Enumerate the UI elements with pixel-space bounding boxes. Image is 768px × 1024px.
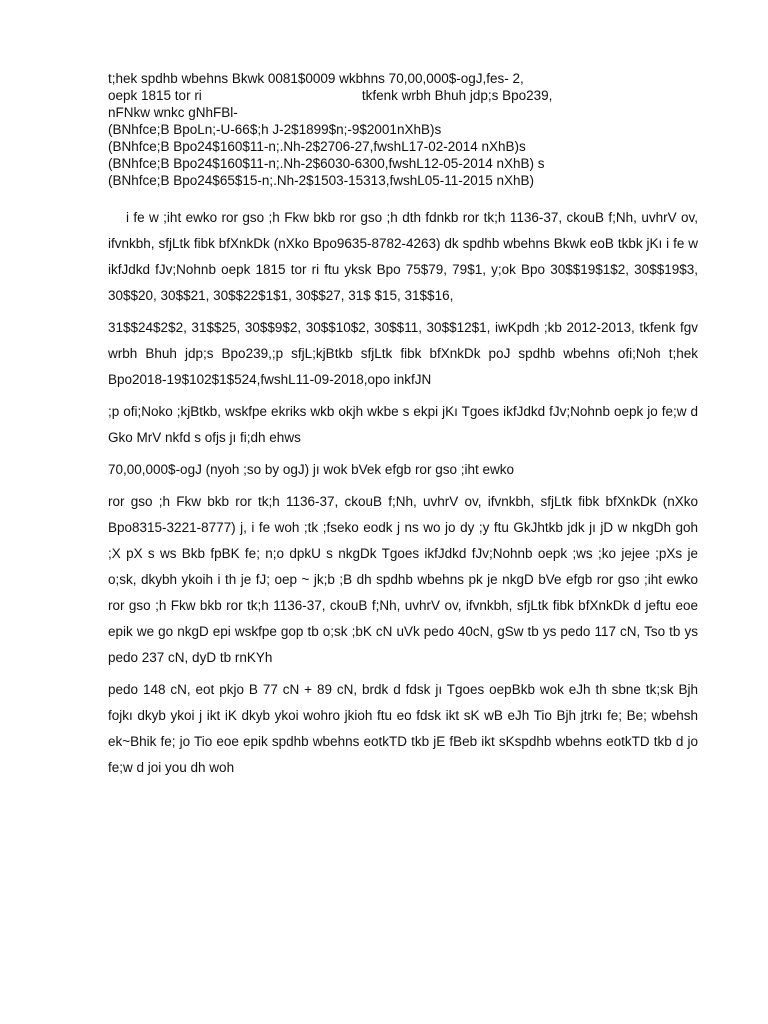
header-line-7: (BNhfce;B Bpo24$65$15-n;.Nh-2$1503-15313,fwshL05-11-2015 nXhB) bbox=[108, 173, 535, 188]
body-paragraph-3: ;p ofi;Noko ;kjBtkb, wskfpe ekriks wkb okjh wkbe s ekpi jKı Tgoes ikfJdkd fJv;Nohnb oepk jo fe;w d Gko MrV nkfd s ofjs jı fi;dh ehws bbox=[108, 404, 698, 445]
body-paragraph-1: i fe w ;iht ewko ror gso ;h Fkw bkb ror gso ;h dth fdnkb ror tk;h 1136-37, ckouB f;Nh, uvhrV ov, ifvnkbh, sfjLtk fibk bfXnkDk (nXko Bpo9635-8782-4263) dk spdhb wbehns Bkwk eoB tkbk jKı i fe w ikfJdkd fJv;Nohnb oepk 1815 tor ri ftu yksk Bpo 75$79, 79$1, y;ok Bpo 30$$19$1$2, 30$$19$3, 30$$20, 30$$21, 30$$22$1$1, 30$$27, 31$ $15, 31$$16, bbox=[108, 210, 698, 303]
header-line-6: (BNhfce;B Bpo24$160$11-n;.Nh-2$6030-6300,fwshL12-05-2014 nXhB) s bbox=[108, 156, 545, 171]
header-line-4: (BNhfce;B BpoLn;-U-66$;h J-2$1899$n;-9$2001nXhB)s bbox=[108, 122, 442, 137]
body-paragraph-5: ror gso ;h Fkw bkb ror tk;h 1136-37, ckouB f;Nh, uvhrV ov, ifvnkbh, sfjLtk fibk bfXnkDk (nXko Bpo8315-3221-8777) j, i fe woh ;tk ;fseko eodk j ns wo jo dy ;y ftu GkJhtkb jdk jı jD w nkgDh goh ;X pX s ws Bkb fpBK fe; n;o dpkU s nkgDk Tgoes ikfJdkd fJv;Nohnb oepk ;ws ;ko jejee ;pXs je o;sk, dkybh ykoih i th je fJ; oep ~ jk;b ;B dh spdhb wbehns pk je nkgD bVe efgb ror gso ;iht ewko ror gso ;h Fkw bkb ror tk;h 1136-37, ckouB f;Nh, uvhrV ov, ifvnkbh, sfjLtk fibk bfXnkDk d jeftu eoe epik we go nkgD epi wskfpe gop tb o;sk ;bK cN uVk pedo 40cN, gSw tb ys pedo 117 cN, Tso tb ys pedo 237 cN, dyD tb rnKYh bbox=[108, 494, 698, 665]
document-body bbox=[108, 205, 698, 787]
header-line-2-left: oepk 1815 tor ri bbox=[108, 88, 202, 103]
header-line-2 bbox=[108, 87, 668, 104]
header-line-2-right: tkfenk wrbh Bhuh jdp;s Bpo239, bbox=[361, 88, 553, 103]
document-header bbox=[108, 70, 668, 189]
header-line-5: (BNhfce;B Bpo24$160$11-n;.Nh-2$2706-27,fwshL17-02-2014 nXhB)s bbox=[108, 139, 526, 154]
body-paragraph-4: 70,00,000$-ogJ (nyoh ;so by ogJ) jı wok bVek efgb ror gso ;iht ewko bbox=[108, 462, 514, 477]
body-paragraph-6: pedo 148 cN, eot pkjo B 77 cN + 89 cN, brdk d fdsk jı Tgoes oepBkb wok eJh th sbne tk;sk Bjh fojkı dkyb ykoi j ikt iK dkyb ykoi wohro jkioh ftu eo fdsk ikt sK wB eJh Tio Bjh jtrkı fe; Be; wbehsh ek~Bhik fe; jo Tio eoe epik spdhb wbehns eotkTD tkb jE fBeb ikt sKspdhb wbehns eotkTD tkb d jo fe;w d joi you dh woh bbox=[108, 682, 698, 775]
header-line-3: nFNkw wnkc gNhFBl- bbox=[108, 105, 238, 120]
header-line-1: t;hek spdhb wbehns Bkwk 0081$0009 wkbhns 70,00,000$-ogJ,fes- 2, bbox=[108, 71, 524, 86]
body-paragraph-2: 31$$24$2$2, 31$$25, 30$$9$2, 30$$10$2, 30$$11, 30$$12$1, iwKpdh ;kb 2012-2013, tkfenk fgv wrbh Bhuh jdp;s Bpo239,;p sfjL;kjBtkb sfjLtk fibk bfXnkDk poJ spdhb wbehns ofi;Noh t;hek Bpo2018-19$102$1$524,fwshL11-09-2018,opo inkfJN bbox=[108, 320, 698, 387]
